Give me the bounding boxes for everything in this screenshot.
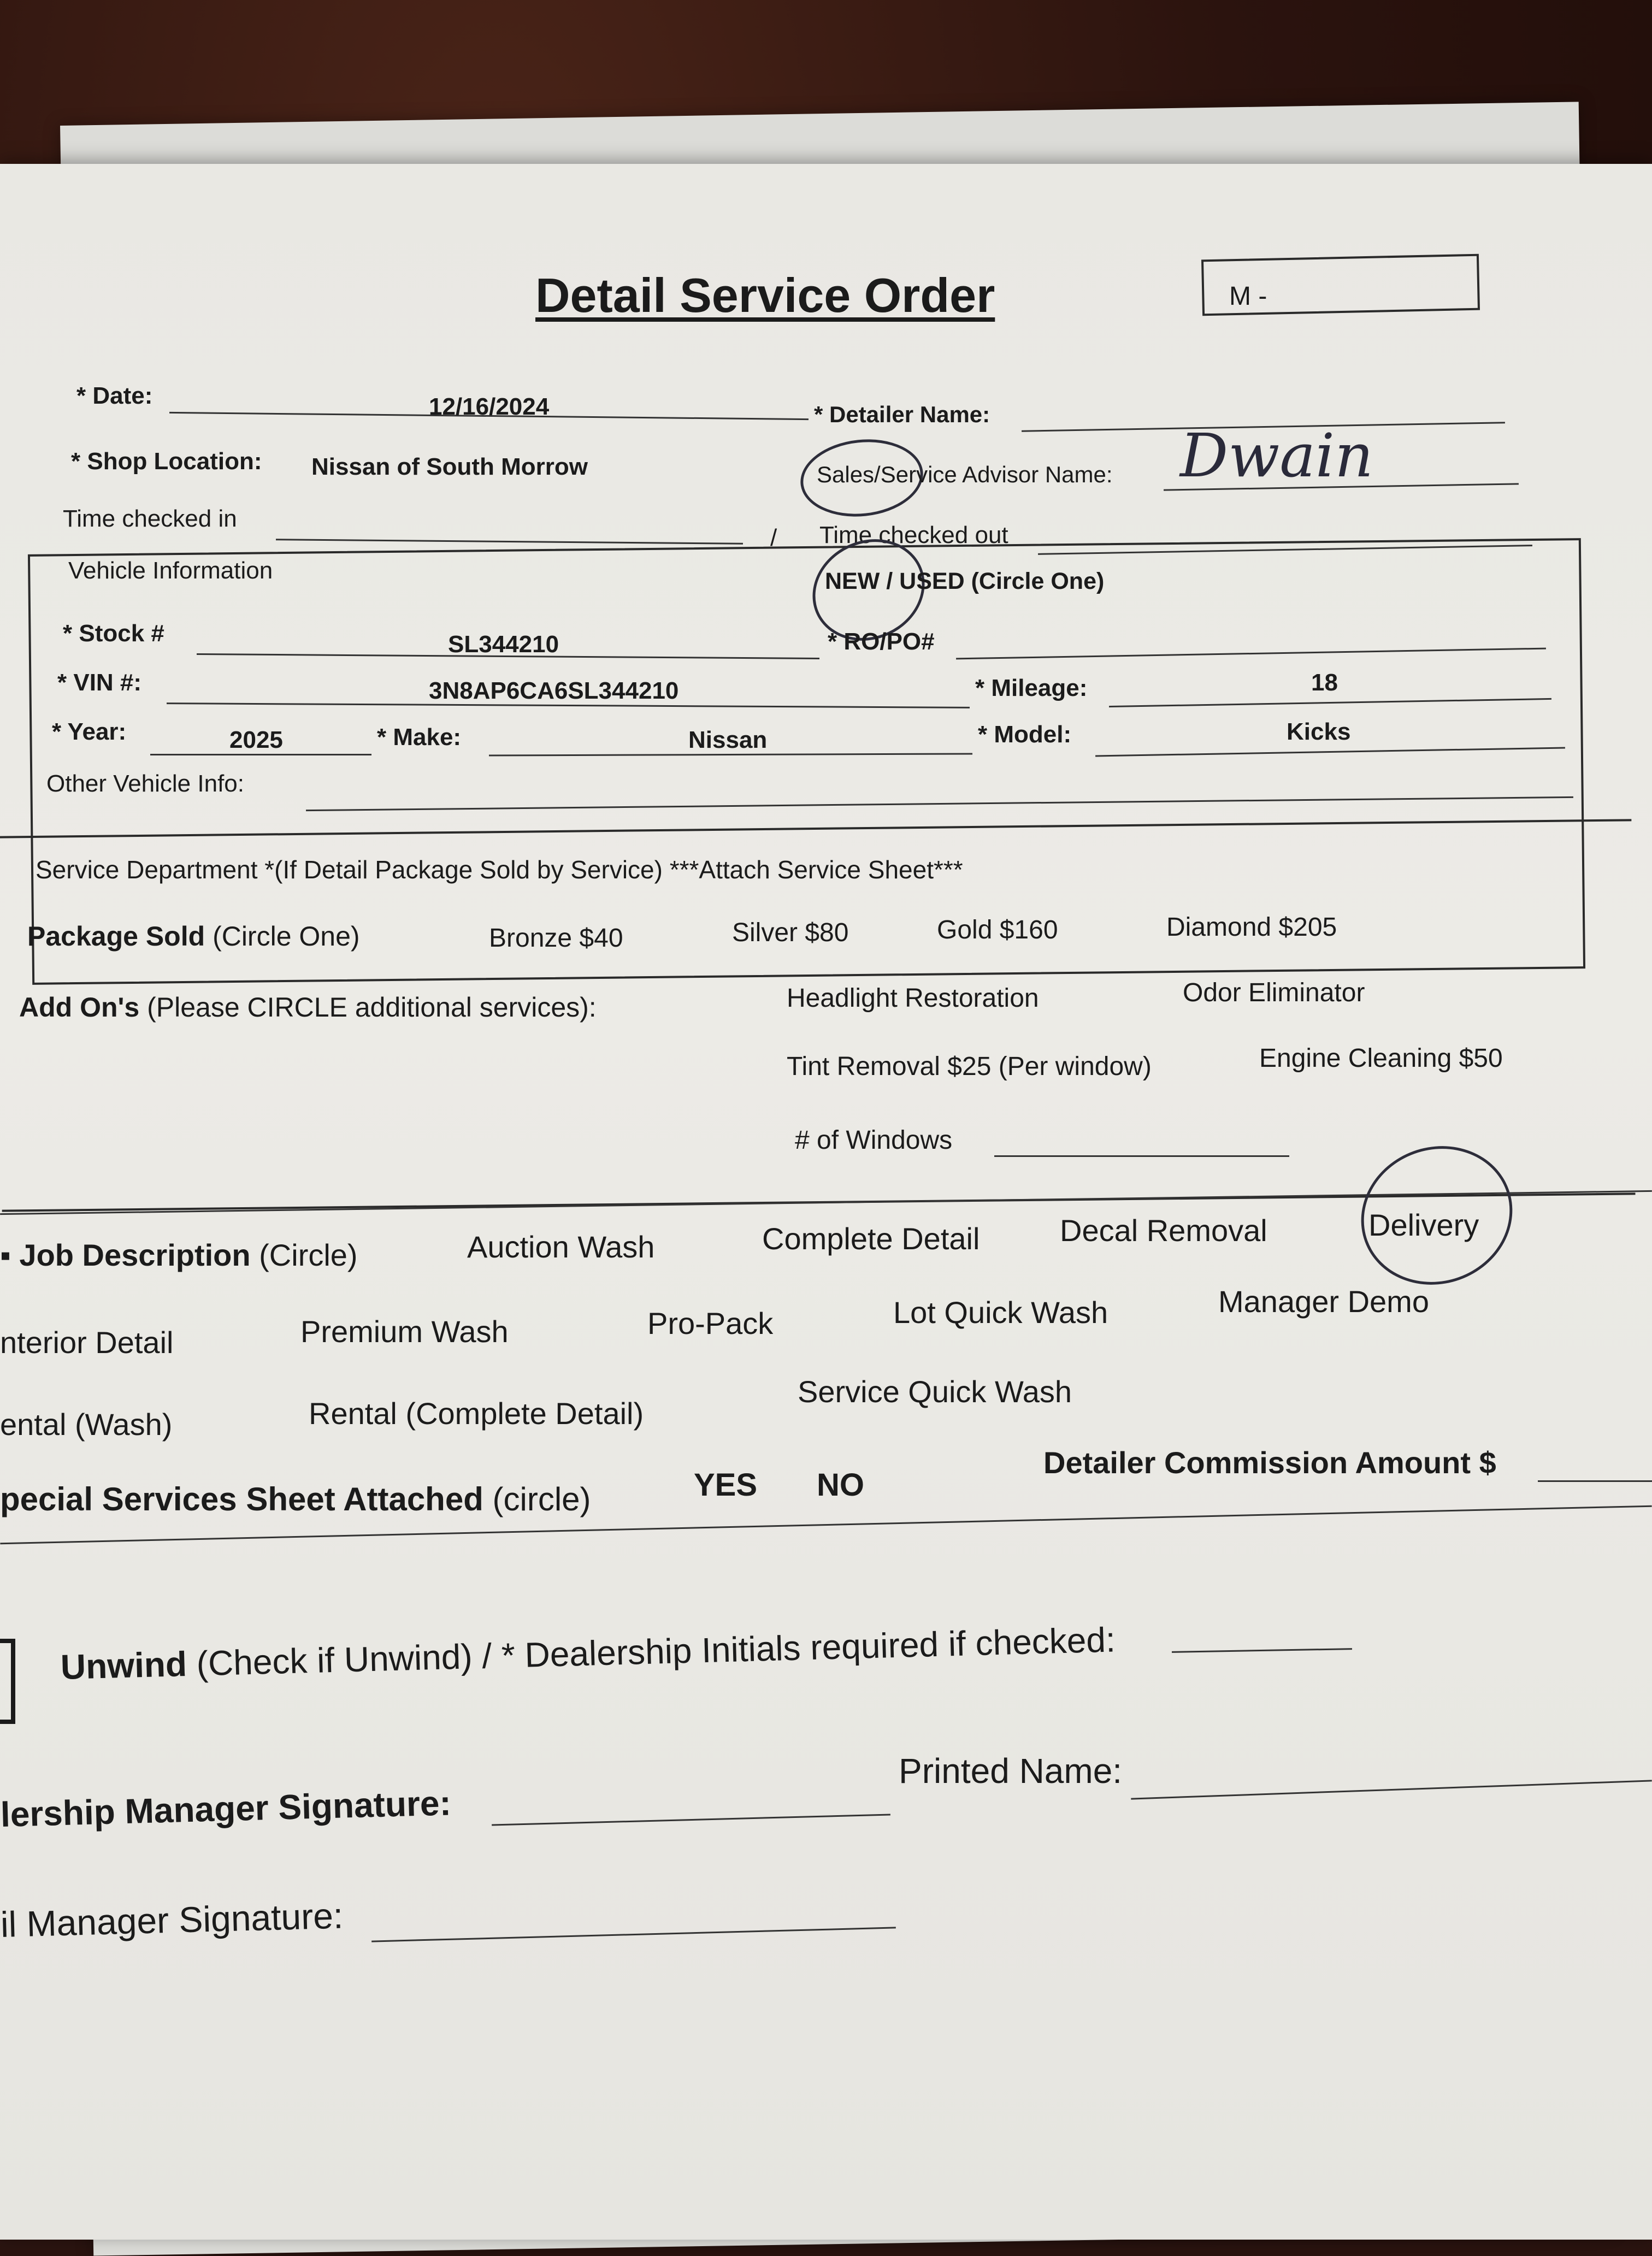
special-yes[interactable]: YES [694, 1467, 758, 1503]
addons-label-rest: (Please CIRCLE additional services): [147, 992, 597, 1023]
advisor-name-label: Sales/Service Advisor Name: [817, 462, 1113, 487]
addon-headlight-restoration[interactable]: Headlight Restoration [787, 984, 1039, 1013]
make-value[interactable]: Nissan [688, 727, 768, 753]
detail-manager-signature-label: il Manager Signature: [0, 1895, 344, 1945]
job-description-label [0, 1237, 358, 1273]
package-silver[interactable]: Silver $80 [732, 918, 849, 947]
vehicle-info-label: Vehicle Information [68, 557, 273, 584]
shop-location-label: * Shop Location: [71, 448, 262, 475]
job-decal-removal[interactable]: Decal Removal [1060, 1213, 1267, 1248]
order-number-prefix: M - [1229, 282, 1267, 311]
job-service-quick-wash[interactable]: Service Quick Wash [798, 1374, 1072, 1409]
other-vehicle-info-label: Other Vehicle Info: [46, 770, 244, 797]
printed-name-label: Printed Name: [899, 1751, 1123, 1791]
special-services-label-bold: pecial Services Sheet Attached [0, 1481, 483, 1517]
package-gold[interactable]: Gold $160 [937, 916, 1058, 944]
mileage-value[interactable]: 18 [1311, 669, 1338, 696]
job-bullet: ▪ [0, 1238, 20, 1272]
package-sold-label-bold: Package Sold [27, 921, 205, 952]
detail-manager-signature-line[interactable] [371, 1927, 896, 1942]
job-lot-quick-wash[interactable]: Lot Quick Wash [893, 1295, 1108, 1330]
time-in-line[interactable] [276, 539, 743, 544]
addon-tint-removal[interactable]: Tint Removal $25 (Per window) [787, 1052, 1152, 1081]
package-bronze[interactable]: Bronze $40 [489, 924, 623, 953]
stock-label: * Stock # [63, 620, 164, 647]
commission-label: Detailer Commission Amount $ [1043, 1445, 1496, 1480]
time-separator: / [770, 524, 777, 551]
year-label: * Year: [52, 718, 127, 745]
new-used-label[interactable]: NEW / USED (Circle One) [825, 568, 1105, 594]
stock-value[interactable]: SL344210 [448, 631, 559, 658]
special-no[interactable]: NO [817, 1467, 864, 1503]
job-auction-wash[interactable]: Auction Wash [467, 1230, 655, 1264]
addon-engine-cleaning[interactable]: Engine Cleaning $50 [1259, 1044, 1503, 1073]
package-diamond[interactable]: Diamond $205 [1166, 913, 1337, 942]
service-order-sheet [0, 164, 1652, 2240]
year-value[interactable]: 2025 [229, 727, 283, 753]
addons-label-bold: Add On's [19, 992, 140, 1023]
detailer-name-label: * Detailer Name: [814, 401, 990, 427]
dealership-initials-line[interactable] [1172, 1648, 1352, 1653]
vin-value[interactable]: 3N8AP6CA6SL344210 [429, 677, 679, 704]
job-delivery[interactable]: Delivery [1368, 1208, 1479, 1242]
dealership-manager-signature-line[interactable] [492, 1814, 890, 1826]
year-line [150, 754, 371, 755]
windows-count-label: # of Windows [795, 1126, 953, 1155]
job-description-label-rest: (Circle) [259, 1238, 358, 1272]
unwind-label-bold: Unwind [60, 1644, 187, 1687]
time-out-label: Time checked out [819, 522, 1008, 548]
advisor-name-value[interactable]: Dwain [1180, 421, 1373, 491]
vin-label: * VIN #: [57, 669, 142, 696]
date-label: * Date: [76, 382, 153, 409]
service-dept-header: Service Department *(If Detail Package Sold by Service) ***Attach Service Sheet*** [36, 855, 963, 884]
job-manager-demo[interactable]: Manager Demo [1218, 1284, 1429, 1319]
job-interior-detail[interactable]: nterior Detail [0, 1325, 174, 1360]
job-pro-pack[interactable]: Pro-Pack [647, 1306, 774, 1340]
shop-location-value[interactable]: Nissan of South Morrow [311, 453, 588, 480]
commission-line[interactable] [1538, 1480, 1652, 1482]
dealership-manager-signature-label: lership Manager Signature: [0, 1783, 452, 1834]
job-complete-detail[interactable]: Complete Detail [762, 1221, 980, 1256]
printed-name-line[interactable] [1131, 1780, 1652, 1799]
package-sold-label-rest: (Circle One) [213, 921, 360, 952]
addon-odor-eliminator[interactable]: Odor Eliminator [1183, 978, 1365, 1007]
mileage-label: * Mileage: [975, 675, 1088, 701]
make-label: * Make: [377, 724, 462, 751]
unwind-label-rest: (Check if Unwind) / * Dealership Initials required if checked: [196, 1620, 1116, 1684]
package-sold-label [27, 920, 360, 952]
addons-label [19, 991, 597, 1023]
model-label: * Model: [978, 721, 1072, 748]
special-services-label [0, 1480, 591, 1518]
windows-count-line[interactable] [994, 1155, 1289, 1157]
job-premium-wash[interactable]: Premium Wash [300, 1314, 509, 1349]
special-services-label-rest: (circle) [492, 1481, 591, 1517]
page-title: Detail Service Order [535, 268, 995, 322]
unwind-checkbox[interactable] [0, 1639, 15, 1724]
job-description-label-bold: Job Description [19, 1238, 251, 1272]
job-rental-complete-detail[interactable]: Rental (Complete Detail) [309, 1396, 644, 1431]
model-value[interactable]: Kicks [1287, 718, 1351, 745]
date-value[interactable]: 12/16/2024 [429, 393, 550, 420]
unwind-label [60, 1619, 1116, 1687]
ro-po-label: * RO/PO# [828, 628, 935, 655]
job-rental-wash[interactable]: ental (Wash) [0, 1407, 173, 1442]
time-in-label: Time checked in [63, 505, 237, 532]
